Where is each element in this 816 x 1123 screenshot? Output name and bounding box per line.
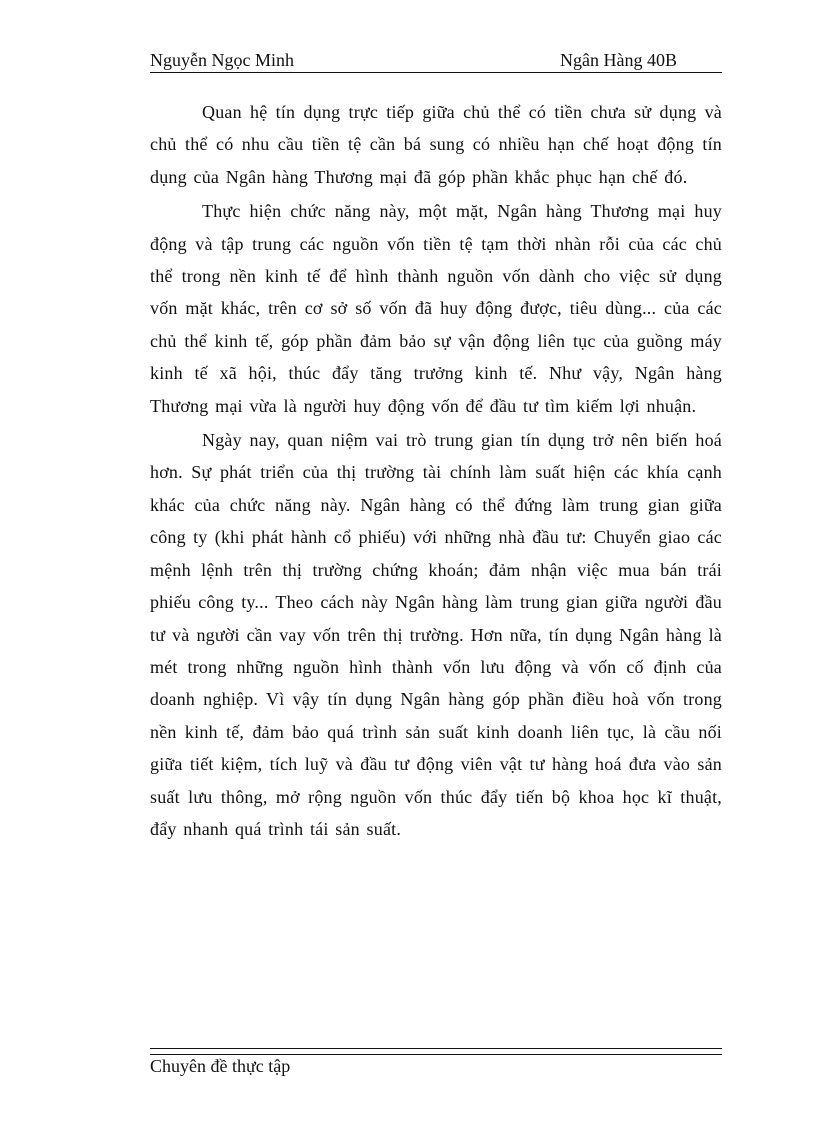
- paragraph-3: Ngày nay, quan niệm vai trò trung gian tín dụng trở nên biến hoá hơn. Sự phát triển của thị trường tài chính làm suất hiện các khía cạnh khác của chức năng này. Ngân hàng có thể đứng làm trung gian giữa công ty (khi phát hành cổ phiếu) với những nhà đầu tư: Chuyển giao các mệnh lệnh trên thị trường chứng khoán; đảm nhận việc mua bán trái phiếu công ty... Theo cách này Ngân hàng làm trung gian giữa người đầu tư và người cần vay vốn trên thị trường. Hơn nữa, tín dụng Ngân hàng là mét trong những nguồn hình thành vốn lưu động và vốn cố định của doanh nghiệp. Vì vậy tín dụng Ngân hàng góp phần điều hoà vốn trong nền kinh tế, đảm bảo quá trình sản suất kinh doanh liên tục, là cầu nối giữa tiết kiệm, tích luỹ và đầu tư động viên vật tư hàng hoá đưa vào sản suất lưu thông, mở rộng nguồn vốn thúc đẩy tiến bộ khoa học kĩ thuật, đẩy nhanh quá trình tái sản suất.: [150, 430, 722, 839]
- page-header: [150, 48, 722, 73]
- footer-double-rule: [150, 1048, 722, 1055]
- paragraph-1: Quan hệ tín dụng trực tiếp giữa chủ thể có tiền chưa sử dụng và chủ thể có nhu cầu tiền tệ cần bá sung có nhiều hạn chế hoạt động tín dụng của Ngân hàng Thương mại đã góp phần khắc phục hạn chế đó.: [150, 102, 722, 187]
- document-body: [150, 96, 722, 847]
- header-class: Ngân Hàng 40B: [560, 50, 677, 70]
- paragraph-2: Thực hiện chức năng này, một mặt, Ngân hàng Thương mại huy động và tập trung các nguồn vốn tiền tệ tạm thời nhàn rỗi của các chủ thể trong nền kinh tế để hình thành nguồn vốn dành cho việc sử dụng vốn mặt khác, trên cơ sở số vốn đã huy động được, tiêu dùng... của các chủ thể kinh tế, góp phần đảm bảo sự vận động liên tục của guồng máy kinh tế xã hội, thúc đẩy tăng trưởng kinh tế. Như vậy, Ngân hàng Thương mại vừa là người huy động vốn để đầu tư tìm kiếm lợi nhuận.: [150, 201, 722, 416]
- header-author: Nguyễn Ngọc Minh: [150, 50, 294, 70]
- footer-title: Chuyên đề thực tập: [150, 1056, 291, 1076]
